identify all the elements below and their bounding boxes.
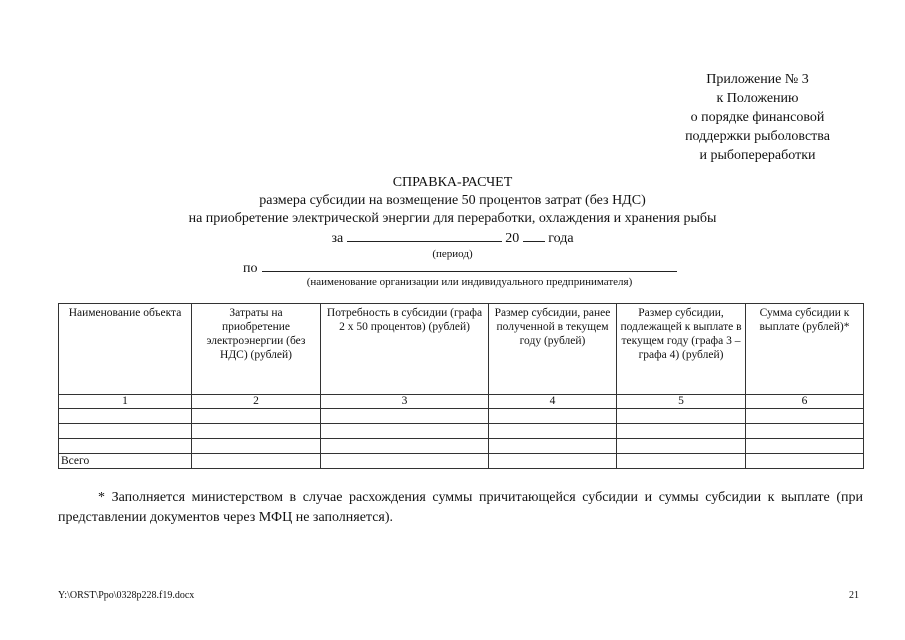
appendix-line: Приложение № 3 [706, 72, 809, 87]
table-cell [321, 409, 489, 424]
table-row [59, 424, 864, 439]
table-cell [746, 439, 864, 454]
column-header: Размер субсидии, подлежащей к выплате в текущем году (графа 3 – графа 4) (рублей) [617, 304, 746, 395]
period-year: 20 [505, 231, 520, 246]
column-number: 3 [321, 395, 489, 409]
table-cell [489, 439, 617, 454]
table-cell [489, 409, 617, 424]
table-cell [489, 454, 617, 469]
organization-caption: (наименование организации или индивидуального предпринимателя) [306, 276, 633, 288]
document-title [0, 174, 905, 261]
table-cell [59, 424, 192, 439]
org-prefix: по [243, 261, 258, 276]
column-header: Затраты на приобретение электроэнергии (без НДС) (рублей) [192, 304, 321, 395]
column-number: 1 [59, 395, 192, 409]
appendix-header [650, 70, 865, 165]
column-number: 6 [746, 395, 864, 409]
column-number: 4 [489, 395, 617, 409]
table-cell [746, 424, 864, 439]
org-blank [262, 258, 677, 272]
table-cell [59, 409, 192, 424]
table-row [59, 439, 864, 454]
period-suffix: года [548, 231, 574, 246]
table-cell [321, 454, 489, 469]
period-prefix: за [331, 231, 344, 246]
column-header: Размер субсидии, ранее полученной в текущем году (рублей) [489, 304, 617, 395]
table-cell [617, 439, 746, 454]
table-cell [321, 439, 489, 454]
page-number: 21 [849, 590, 859, 601]
total-label: Всего [59, 454, 192, 469]
table-row [59, 409, 864, 424]
table-cell [321, 424, 489, 439]
title-line-1: размера субсидии на возмещение 50 процентов затрат (без НДС) [259, 193, 646, 208]
period-caption: (период) [432, 248, 473, 260]
table-cell [489, 424, 617, 439]
table-cell [59, 439, 192, 454]
column-header: Потребность в субсидии (графа 2 х 50 процентов) (рублей) [321, 304, 489, 395]
column-number-row [59, 395, 864, 409]
appendix-line: поддержки рыболовства [685, 129, 830, 144]
footnote: * Заполняется министерством в случае расхождения суммы причитающейся субсидии и суммы субсидии к выплате (при представлении документов через МФЦ не заполняется). [58, 490, 863, 525]
organization-line [243, 258, 677, 277]
total-row [59, 454, 864, 469]
appendix-line: и рыбопереработки [699, 148, 816, 163]
footer-file-path: Y:\ORST\Ppo\0328p228.f19.docx [58, 590, 195, 601]
table-header-row [59, 304, 864, 395]
table-cell [617, 409, 746, 424]
table-cell [192, 409, 321, 424]
period-line [0, 228, 905, 248]
table-cell [617, 454, 746, 469]
table-cell [617, 424, 746, 439]
table-cell [746, 409, 864, 424]
column-number: 5 [617, 395, 746, 409]
title-line-2: на приобретение электрической энергии для переработки, охлаждения и хранения рыбы [188, 211, 717, 226]
period-blank [347, 228, 502, 242]
title-heading: СПРАВКА-РАСЧЕТ [392, 175, 513, 190]
calculation-table [58, 303, 864, 469]
table-cell [192, 439, 321, 454]
table-cell [192, 424, 321, 439]
table-cell [746, 454, 864, 469]
year-blank [523, 228, 545, 242]
appendix-line: к Положению [716, 91, 799, 106]
column-header: Наименование объекта [59, 304, 192, 395]
column-header: Сумма субсидии к выплате (рублей)* [746, 304, 864, 395]
table-cell [192, 454, 321, 469]
appendix-line: о порядке финансовой [690, 110, 825, 125]
column-number: 2 [192, 395, 321, 409]
